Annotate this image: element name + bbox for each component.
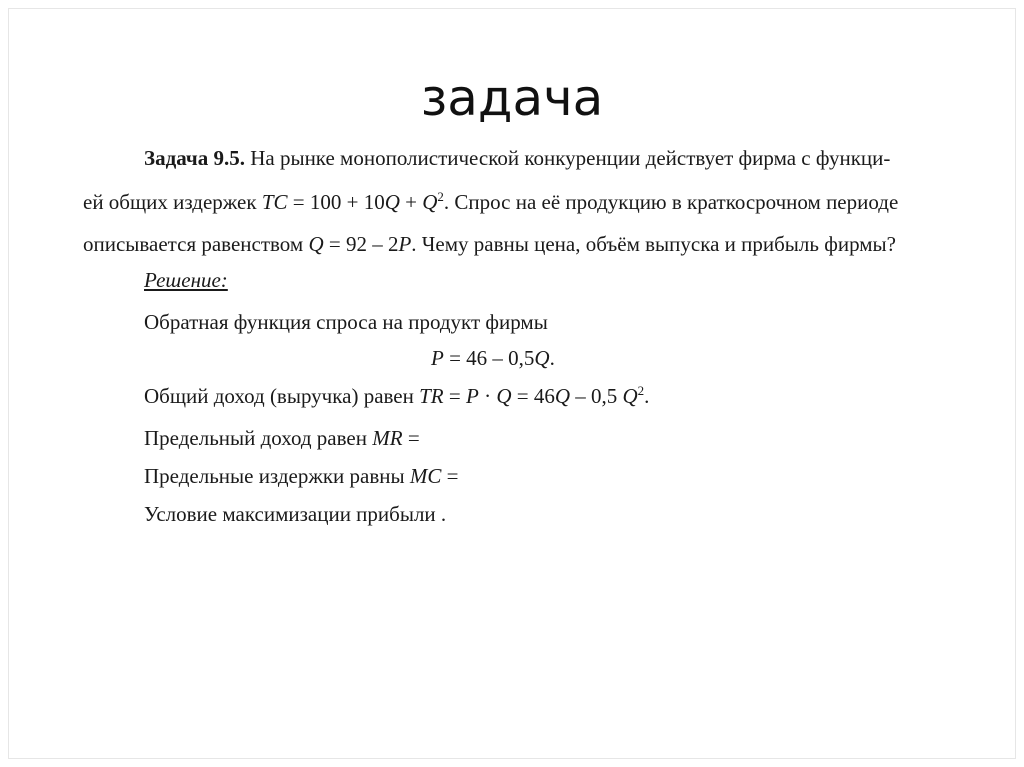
q-symbol: Q [554,384,570,408]
problem-line-1-text: На рынке монополистической конкуренции действует фирма с функци- [244,146,891,170]
problem-line-3-c: . Чему равны цена, объём выпуска и прибыль фирмы? [411,232,896,256]
revenue-d: = 46 [511,384,555,408]
revenue-a: Общий доход (выручка) равен [144,384,420,408]
tr-symbol: TR [419,384,444,408]
problem-line-3 [83,232,896,257]
mc-a: Предельные издержки равны [144,464,410,488]
solution-label: Решение: [144,268,228,292]
tc-symbol: TC [261,190,288,214]
mc-symbol: MC [409,464,442,488]
revenue-e: – 0,5 [570,384,623,408]
inverse-demand-formula-b: . [549,346,555,370]
revenue-b: = [443,384,466,408]
q-symbol: Q [422,190,438,214]
mr-a: Предельный доход равен [144,426,373,450]
q-symbol: Q [622,384,638,408]
q-symbol: Q [384,190,400,214]
q-symbol: Q [534,346,550,370]
problem-line-2-a: ей общих издержек [83,190,262,214]
mc-b: = [441,464,459,488]
exponent: 2 [637,383,645,398]
marginal-cost-line [144,464,458,489]
slide-title: задача [420,69,604,127]
inverse-demand-text: Обратная функция спроса на продукт фирмы [144,310,548,334]
marginal-revenue-line [144,426,420,451]
problem-line-3-a: описывается равенством [83,232,309,256]
inverse-demand-formula-a: = 46 – 0,5 [443,346,535,370]
problem-line-1 [144,146,890,171]
revenue-line [144,384,649,409]
mr-symbol: MR [372,426,403,450]
profit-condition-line: Условие максимизации прибыли . [144,502,447,526]
q-symbol: Q [308,232,324,256]
mr-b: = [402,426,420,450]
p-symbol: P [465,384,479,408]
q-symbol: Q [496,384,512,408]
p-symbol: P [431,346,444,370]
problem-line-2-d: . Спрос на её продукцию в краткосрочном периоде [443,190,899,214]
problem-line-2-b: = 100 + 10 [287,190,385,214]
problem-line-3-b: = 92 – 2 [323,232,399,256]
problem-line-2 [83,190,898,215]
problem-heading: Задача 9.5. [144,146,245,170]
inverse-demand-formula [431,346,555,371]
revenue-f: . [644,384,650,408]
p-symbol: P [398,232,412,256]
revenue-c: · [478,384,497,408]
problem-line-2-c: + [399,190,423,214]
exponent: 2 [437,189,444,204]
